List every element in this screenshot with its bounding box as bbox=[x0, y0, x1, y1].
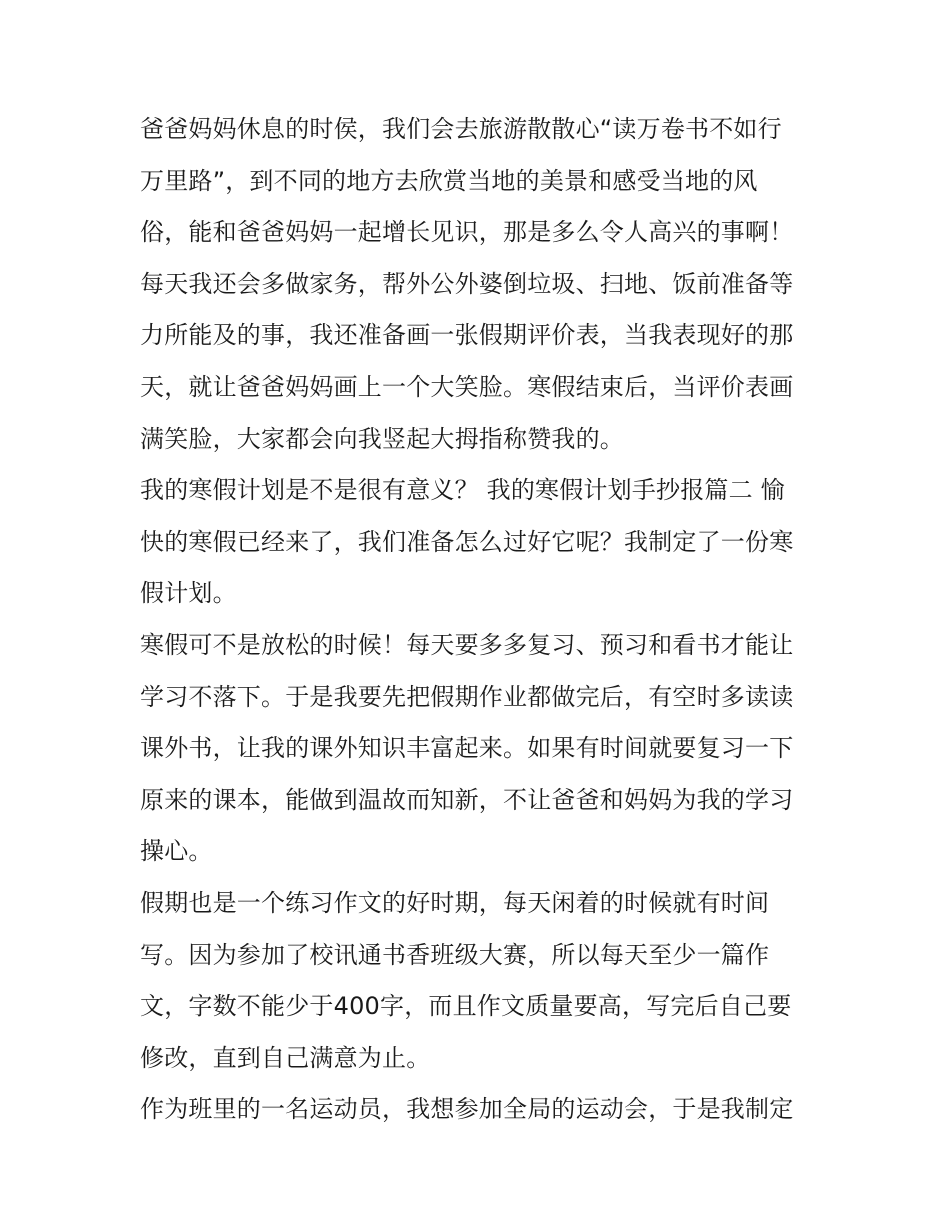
text-line: 寒假可不是放松的时候！每天要多多复习、预习和看书才能让 bbox=[140, 630, 794, 659]
text-line: 学习不落下。于是我要先把假期作业都做完后，有空时多读读 bbox=[140, 682, 794, 711]
text-line: 快的寒假已经来了，我们准备怎么过好它呢？我制定了一份寒 bbox=[140, 527, 794, 556]
text-line: 万里路”，到不同的地方去欣赏当地的美景和感受当地的风 bbox=[140, 166, 758, 195]
text-line: 文，字数不能少于400字，而且作文质量要高，写完后自己要 bbox=[140, 992, 792, 1021]
text-line: 操心。 bbox=[140, 837, 213, 866]
text-line: 爸爸妈妈休息的时侯，我们会去旅游散散心“读万卷书不如行 bbox=[140, 115, 782, 143]
text-line: 力所能及的事，我还准备画一张假期评价表，当我表现好的那 bbox=[140, 321, 794, 350]
document-body bbox=[140, 104, 815, 1136]
text-line: 假计划。 bbox=[140, 579, 237, 608]
text-line: 满笑脸，大家都会向我竖起大拇指称赞我的。 bbox=[140, 424, 624, 453]
text-line: 写。因为参加了校讯通书香班级大赛，所以每天至少一篇作 bbox=[140, 940, 770, 969]
text-line: 我的寒假计划是不是很有意义？ 我的寒假计划手抄报篇二 愉 bbox=[140, 476, 785, 505]
text-line: 假期也是一个练习作文的好时期，每天闲着的时候就有时间 bbox=[140, 888, 770, 917]
text-line: 每天我还会多做家务，帮外公外婆倒垃圾、扫地、饭前准备等 bbox=[140, 269, 794, 298]
text-line: 天，就让爸爸妈妈画上一个大笑脸。寒假结束后，当评价表画 bbox=[140, 372, 794, 401]
text-line: 原来的课本，能做到温故而知新，不让爸爸和妈妈为我的学习 bbox=[140, 785, 794, 814]
text-line: 俗，能和爸爸妈妈一起增长见识，那是多么令人高兴的事啊！ bbox=[140, 218, 794, 247]
text-line: 作为班里的一名运动员，我想参加全局的运动会，于是我制定 bbox=[140, 1095, 794, 1124]
text-line: 课外书，让我的课外知识丰富起来。如果有时间就要复习一下 bbox=[140, 734, 794, 763]
text-line: 修改，直到自己满意为止。 bbox=[140, 1043, 431, 1072]
